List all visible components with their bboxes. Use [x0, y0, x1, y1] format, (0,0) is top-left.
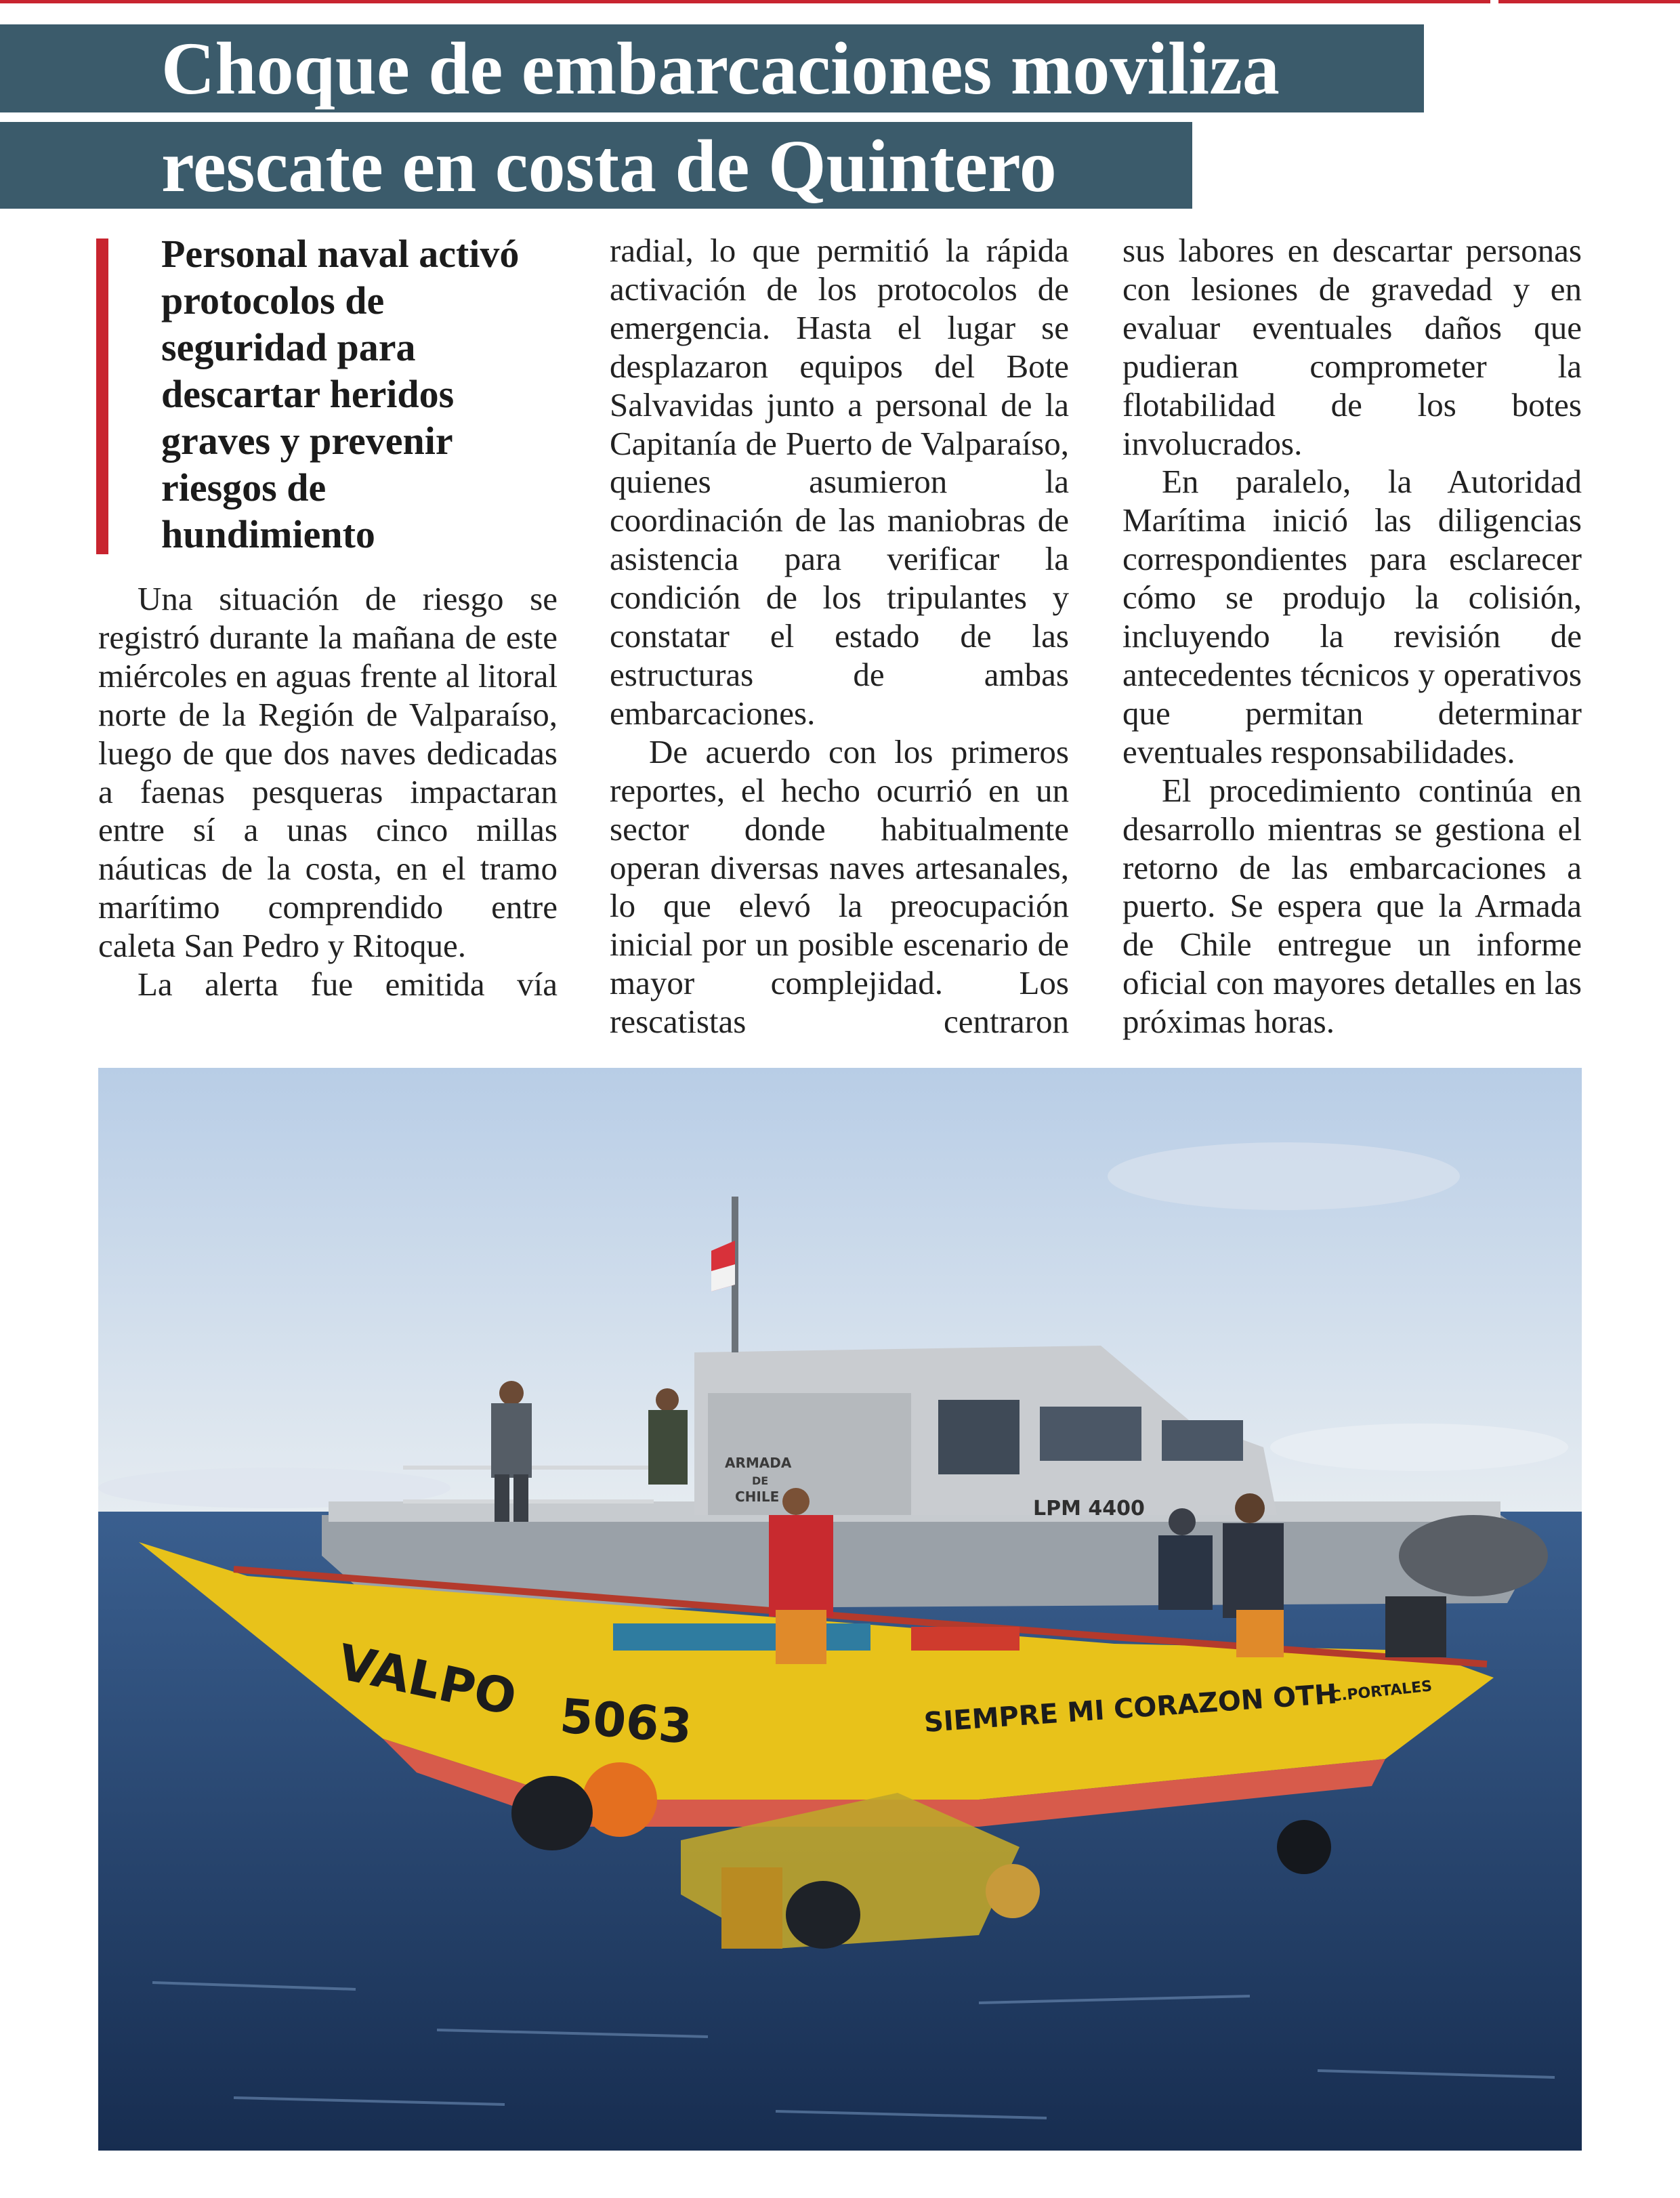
- cloud: [1108, 1142, 1460, 1210]
- top-rule: [0, 0, 1680, 5]
- paragraph: El procedimiento continúa en desarrollo mientras se gestiona el retorno de las embarcaciones a puerto. Se espera que la Armada de Chile entregue un informe oficial con mayores detalles en las próximas horas.: [1122, 771, 1582, 1041]
- hull-owner: C.PORTALES: [1330, 1678, 1433, 1705]
- cabin-label: ARMADA: [725, 1455, 792, 1471]
- cabin-label: CHILE: [735, 1489, 780, 1505]
- photo-illustration: [98, 1068, 1582, 2151]
- paragraph: En paralelo, la Autoridad Marítima inició las diligencias correspondientes para esclarecer cómo se produjo la colisión, incluyendo la revisión de antecedentes técnicos y operativos que permitan determinar eventuales responsabilidades.: [1122, 463, 1582, 770]
- paragraph: radial, lo que permitió la rápida activación de los protocolos de emergencia. Hasta el lugar se desplazaron equipos del Bote Salvavidas junto a personal de la Capitanía de Puerto de Valparaíso, quienes asumieron la coordinación de las maniobras de asistencia para verificar la condición de los tripulantes y constatar el estado de las estructuras de ambas embarcaciones.: [610, 232, 1069, 732]
- deck-accent-bar: [96, 239, 108, 554]
- cabin-label: DE: [752, 1474, 769, 1487]
- hull-name: VALPO: [333, 1633, 522, 1727]
- hull-number: 5063: [558, 1688, 694, 1755]
- cloud: [1270, 1424, 1568, 1471]
- deck-subheadline: Personal naval activó protocolos de seguridad para descartar heridos graves y prevenir riesgos de hundimiento: [161, 232, 520, 556]
- paragraph: De acuerdo con los primeros reportes, el hecho ocurrió en un sector donde habitualmente operan diversas naves artesanales, lo que elevó la preocupación inicial por un posible escenario de mayor complejidad. Los rescatistas centraron: [610, 732, 1069, 1041]
- paragraph: La alerta fue emitida vía: [138, 966, 558, 1003]
- headline-line-1: Choque de embarcaciones moviliza: [0, 24, 1424, 112]
- article-column-2: [610, 232, 1069, 1041]
- article-column-1: [98, 580, 558, 1004]
- top-rule-line-right: [1498, 0, 1680, 3]
- article-column-3: [1122, 232, 1582, 1041]
- paragraph: sus labores en descartar personas con lesiones de gravedad y en evaluar eventuales daños que pudieran comprometer la flotabilidad de los botes involucrados.: [1122, 232, 1582, 462]
- top-rule-line: [0, 0, 1490, 3]
- headline-line-2: rescate en costa de Quintero: [0, 122, 1192, 209]
- paragraph: Una situación de riesgo se registró durante la mañana de este miércoles en aguas frente al litoral norte de la Región de Valparaíso, luego de que dos naves dedicadas a faenas pesqueras impactaran entre sí a unas cinco millas náuticas de la costa, en el tramo marítimo comprendido entre caleta San Pedro y Ritoque.: [98, 580, 558, 965]
- news-photo: [98, 1068, 1582, 2151]
- hull-boat-name: SIEMPRE MI CORAZON OTH: [923, 1678, 1339, 1739]
- boat-registration: LPM 4400: [1033, 1497, 1145, 1520]
